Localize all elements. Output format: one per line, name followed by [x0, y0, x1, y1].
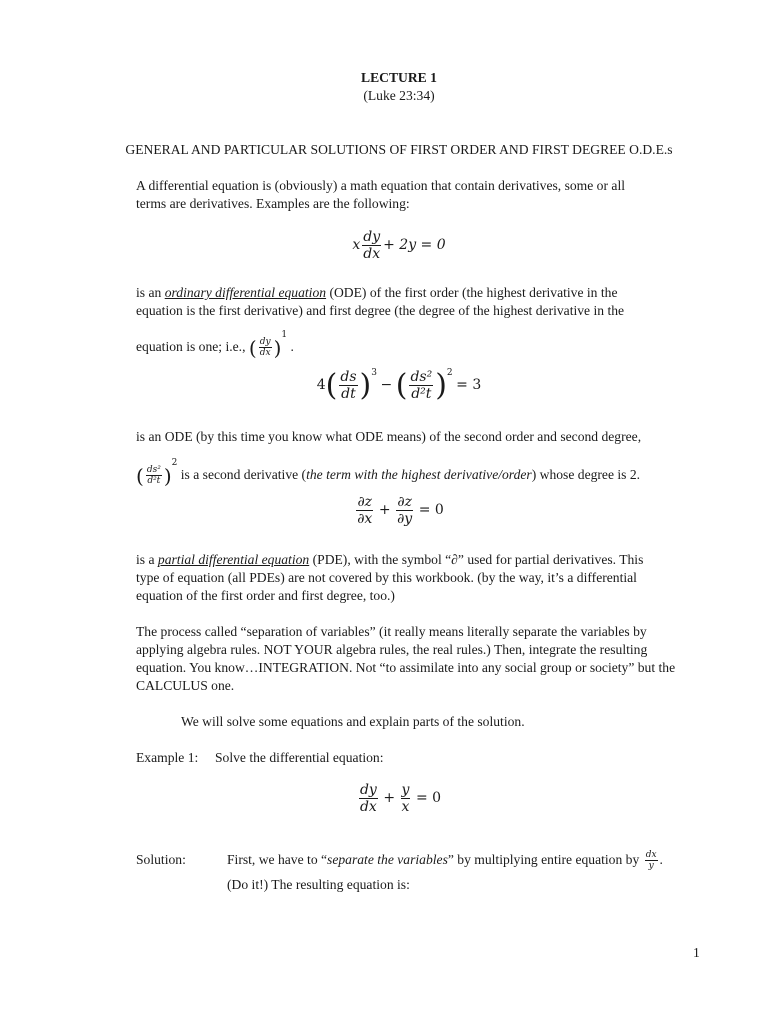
solution-label: Solution:: [136, 852, 186, 867]
eq1-rest: + 2y = 0: [383, 236, 446, 253]
lecture-subtitle: (Luke 23:34): [363, 88, 435, 103]
second-para-line-1: is an ODE (by this time you know what ODE means) of the second order and second degree,: [136, 429, 642, 444]
sep-para-line-4: CALCULUS one.: [136, 678, 235, 693]
eq1-denominator: dx: [363, 246, 381, 263]
ode-para-line-2: equation is the first derivative) and first degree (the degree of the highest derivative in the: [136, 303, 625, 318]
eq1-numerator: dy: [363, 229, 381, 245]
ode-term: ordinary differential equation: [164, 285, 327, 300]
pde-para-line-2: type of equation (all PDEs) are not covered by this workbook. (by the way, it’s a differential: [136, 570, 637, 585]
sep-para-line-3: equation. You know…INTEGRATION. Not “to assimilate into any social group or society” but the: [136, 660, 676, 675]
second-para-line-2: ( $\frac{\text{ds²}}{\text{d²t}}$ )$^2$ is a second derivative (the term with the highest derivative/order) whose degree is 2.: [136, 458, 641, 488]
equation-2: 4( $\frac{ds}{dt}$ )$^3$ − ( $\frac{\text{ds²}}{\text{d²t}}$ )$^2$ = 3: [316, 368, 482, 404]
sep-para-line-1: The process called “separation of variables” (it really means literally separate the variables by: [136, 624, 647, 639]
sep-para-line-2: applying algebra rules. NOT YOUR algebra rules, the real rules.) Then, integrate the resulting: [136, 642, 648, 657]
equation-3: $\frac{\partial z}{\partial x}$ + $\frac{\partial z}{\partial y}$ = 0: [357, 494, 444, 528]
ode-para-line-3: equation is one; i.e., ( $\frac{dy}{dx}$ )$^1$ .: [136, 330, 294, 360]
solve-intro: We will solve some equations and explain parts of the solution.: [181, 714, 525, 729]
example-1-label: Example 1:: [136, 750, 199, 765]
ode-para-line-1: is an ordinary differential equation (ODE) of the first order (the highest derivative in the: [136, 285, 618, 300]
equation-4: $\frac{dy}{dx}$ + $\frac{y}{x}$ = 0: [359, 782, 442, 816]
page-number: 1: [693, 945, 700, 960]
pde-para-line-1: is a partial differential equation (PDE), with the symbol “∂” used for partial derivatives. This: [136, 552, 644, 567]
solution-line-2: (Do it!) The resulting equation is:: [227, 877, 410, 892]
section-heading: GENERAL AND PARTICULAR SOLUTIONS OF FIRST ORDER AND FIRST DEGREE O.D.E.s: [125, 142, 673, 157]
lecture-title: LECTURE 1: [361, 70, 437, 85]
equation-1: [0, 229, 768, 262]
eq1-x: x: [352, 236, 361, 253]
intro-line-1: A differential equation is (obviously) a math equation that contain derivatives, some or all: [136, 178, 625, 193]
intro-line-2: terms are derivatives. Examples are the following:: [136, 196, 410, 211]
example-1-text: Solve the differential equation:: [215, 750, 384, 765]
solution-line-1: First, we have to “separate the variables” by multiplying entire equation by $\frac{dx}{y}$ .: [227, 850, 663, 872]
pde-para-line-3: equation of the first order and first degree, too.): [136, 588, 395, 603]
pde-term: partial differential equation: [157, 552, 310, 567]
